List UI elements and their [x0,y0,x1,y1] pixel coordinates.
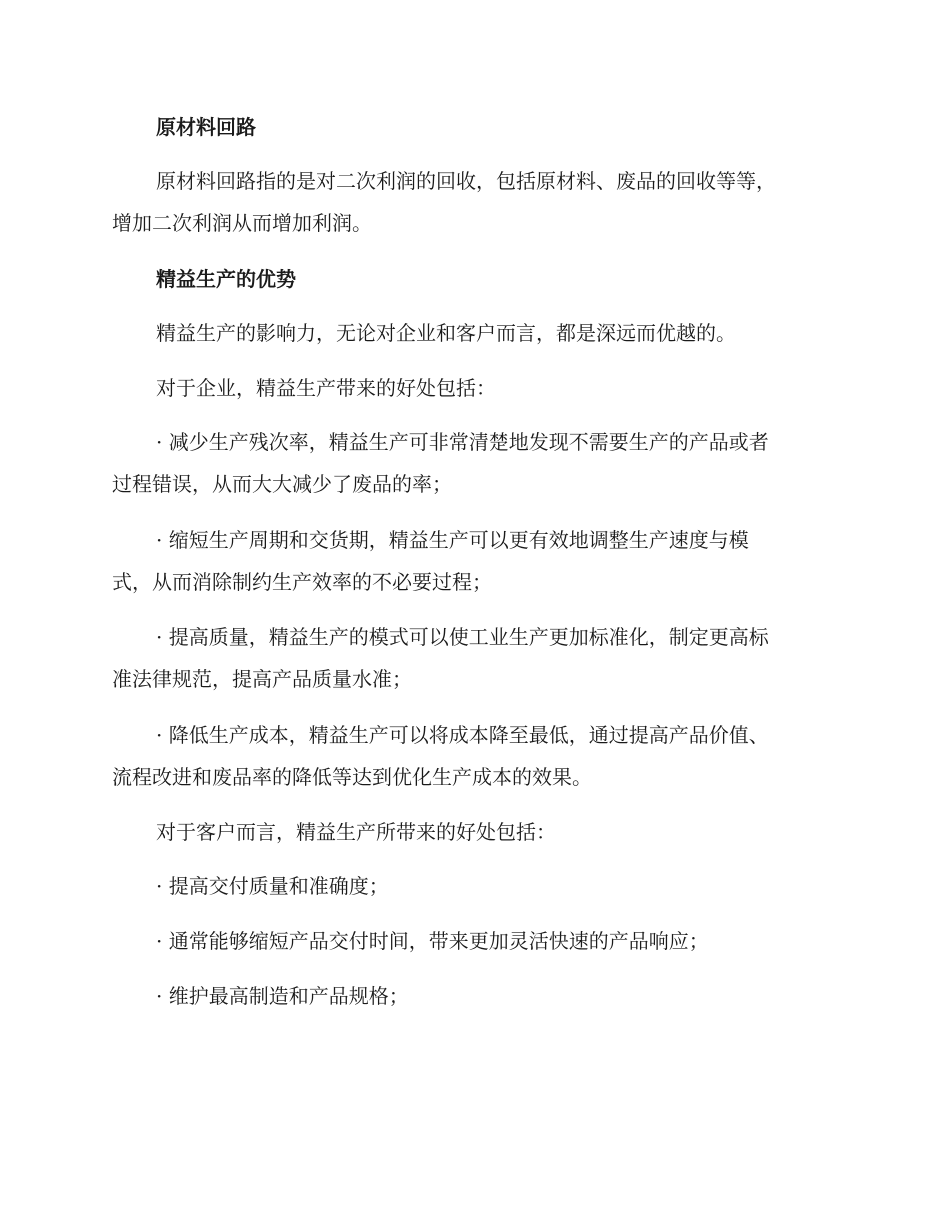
list-item-line: · 提高交付质量和准确度； [156,874,389,898]
list-item-line: · 提高质量，精益生产的模式可以使工业生产更加标准化，制定更高标 [156,625,769,649]
list-item-line: · 缩短生产周期和交货期，精益生产可以更有效地调整生产速度与模 [156,528,749,552]
paragraph-influence [112,312,828,354]
list-item-line: · 降低生产成本，精益生产可以将成本降至最低，通过提高产品价值、 [156,723,769,747]
list-item [112,920,828,962]
list-item [112,519,828,603]
list-item [112,975,828,1017]
list-item [112,421,828,505]
list-item-line: · 减少生产残次率，精益生产可非常清楚地发现不需要生产的产品或者 [156,430,769,454]
paragraph-line: 对于客户而言，精益生产所带来的好处包括： [156,820,556,844]
heading-text: 原材料回路 [156,115,256,139]
list-item-line: 过程错误，从而大大减少了废品的率； [112,472,452,496]
paragraph-enterprise-intro [112,367,828,409]
list-item [112,714,828,798]
section-heading-lean-advantages [112,258,828,300]
list-item-line: 式，从而消除制约生产效率的不必要过程； [112,570,492,594]
list-item [112,616,828,700]
paragraph-line: 增加二次利润从而增加利润。 [112,211,372,235]
paragraph-line: 原材料回路指的是对二次利润的回收，包括原材料、废品的回收等等， [156,169,776,193]
list-item-line: · 维护最高制造和产品规格； [156,984,409,1008]
paragraph-customer-intro [112,811,828,853]
paragraph-raw-material-loop [112,160,828,244]
paragraph-line: 对于企业，精益生产带来的好处包括： [156,376,496,400]
section-heading-raw-material-loop [112,106,828,148]
paragraph-line: 精益生产的影响力，无论对企业和客户而言，都是深远而优越的。 [156,321,736,345]
list-item [112,865,828,907]
list-item-line: 流程改进和废品率的降低等达到优化生产成本的效果。 [112,765,592,789]
heading-text: 精益生产的优势 [156,267,296,291]
list-item-line: 准法律规范，提高产品质量水准； [112,667,412,691]
list-item-line: · 通常能够缩短产品交付时间，带来更加灵活快速的产品响应； [156,929,709,953]
